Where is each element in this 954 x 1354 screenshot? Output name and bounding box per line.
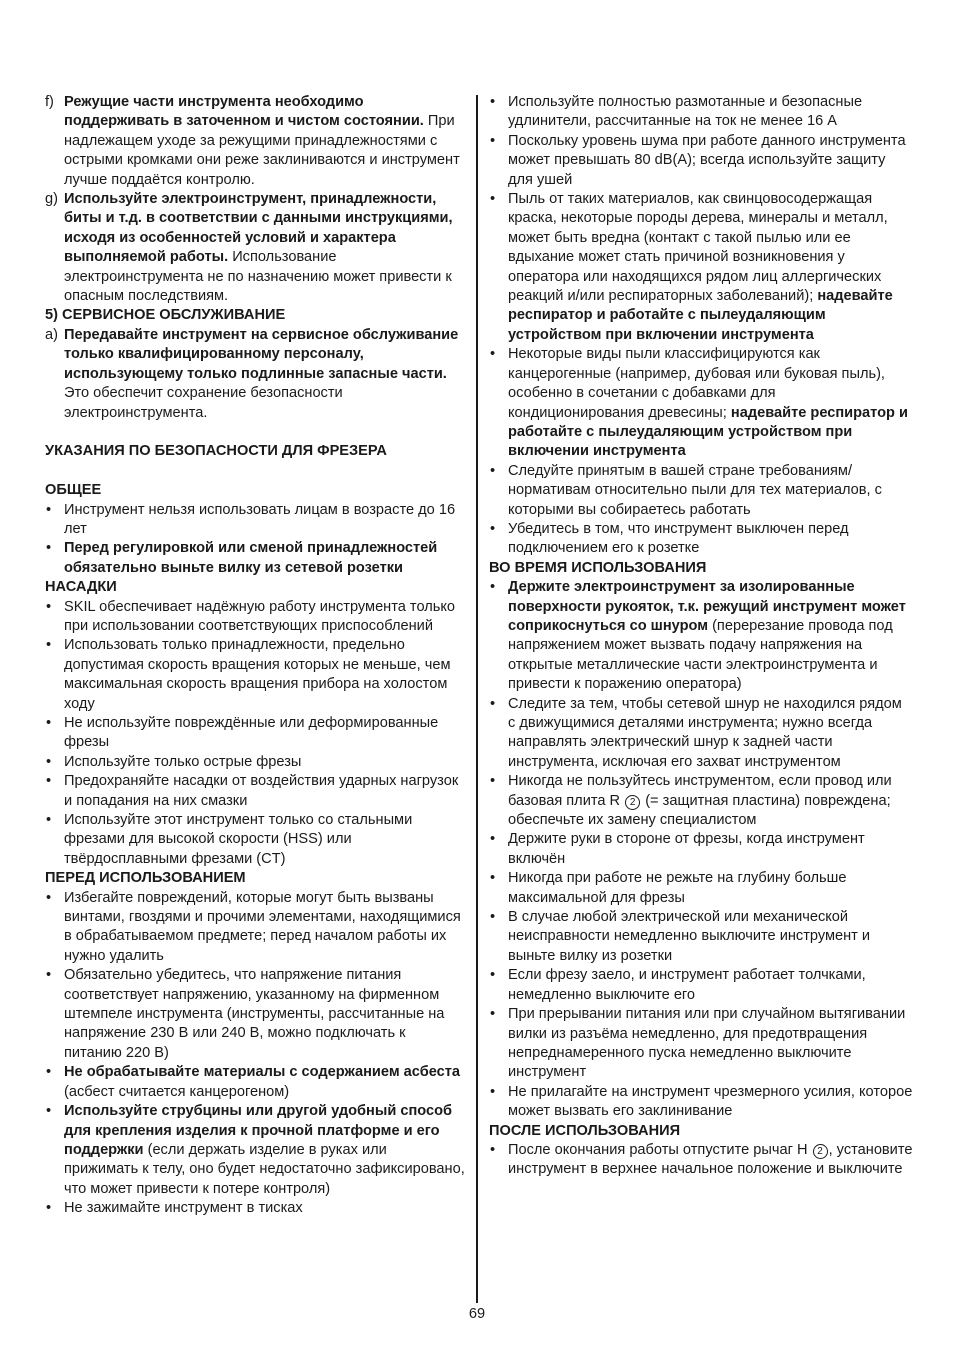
- rule-text: Это обеспечит сохранение безопасности электроинструмента.: [64, 385, 343, 421]
- list-item: • Обязательно убедитесь, что напряжение питания соответствует напряжению, указанному на фирменном штемпеле инструмента (инструменты, рассчитанные на напряжение 230 В или 240 В, можно подключать к питанию 220 В): [46, 967, 445, 1061]
- list-item: • В случае любой электрической или механической неисправности немедленно выключите инструмент и выньте вилку из розетки: [490, 909, 871, 964]
- list-item: • Предохраняйте насадки от воздействия ударных нагрузок и попадания на них смазки: [46, 773, 459, 809]
- router-safety-heading: УКАЗАНИЯ ПО БЕЗОПАСНОСТИ ДЛЯ ФРЕЗЕРА: [45, 443, 387, 460]
- list-item: • Пыль от таких материалов, как свинцовосодержащая краска, некоторые породы дерева, минералы и металл, может быть вредна (контакт с такой пылью или ее вдыхание может стать причиной возникновения у оператора или находящихся рядом лиц аллергических реакций и/или респираторных заболеваний); надевайте респиратор и работайте с пылеудаляющим устройством при включении инструмента: [490, 191, 893, 343]
- list-item: • Не обрабатывайте материалы с содержанием асбеста (асбест считается канцерогеном): [46, 1064, 461, 1100]
- rule-marker: a): [45, 326, 58, 343]
- right-column: [489, 93, 913, 1180]
- list-item: • Не используйте повреждённые или деформированные фрезы: [46, 714, 439, 751]
- list-item: • Никогда не пользуйтесь инструментом, если провод или базовая плита R 2 (= защитная пластина) повреждена; обеспечьте их замену специалистом: [490, 773, 892, 829]
- during-use-heading: ВО ВРЕМЯ ИСПОЛЬЗОВАНИЯ: [489, 559, 707, 576]
- list-item: • Некоторые виды пыли классифицируются как канцерогенные (например, дубовая или буковая пыль), особенно в сочетании с добавками для кондиционирования древесины; надевайте респиратор и работайте с пылеудаляющим устройством при включении инструмента: [490, 346, 908, 460]
- list-item: • Используйте струбцины или другой удобный способ для крепления изделия к прочной платформе и его поддержки (если держать изделие в руках или прижимать к телу, оно будет недостаточно зафиксировано, что может привести к потере контроля): [46, 1103, 465, 1197]
- list-item: • При прерывании питания или при случайном вытягивании вилки из разъёма немедленно, для предотвращения непреднамеренного пуска немедленно выключите инструмент: [490, 1006, 906, 1081]
- list-item: • Используйте этот инструмент только со стальными фрезами для высокой скорости (HSS) или твёрдосплавными фрезами (CT): [46, 812, 413, 867]
- figure-ref-circle: 2: [625, 795, 640, 810]
- list-item: • Никогда при работе не режьте на глубину больше максимальной для фрезы: [490, 870, 847, 906]
- rule-bold: Используйте электроинструмент, принадлежности, биты и т.д. в соответствии с данными инструкциями, исходя из особенностей условий и характера выполняемой работы.: [64, 191, 453, 266]
- rule-bold: Передавайте инструмент на сервисное обслуживание только квалифицированному персоналу, использующему только подлинные запасные части.: [64, 326, 459, 382]
- list-item: • Поскольку уровень шума при работе данного инструмента может превышать 80 dB(A); всегда используйте защиту для ушей: [490, 132, 906, 188]
- after-use-heading: ПОСЛЕ ИСПОЛЬЗОВАНИЯ: [489, 1122, 681, 1139]
- page-number: 69: [468, 1306, 486, 1322]
- rule-marker: f): [45, 94, 54, 110]
- list-item: • Используйте только острые фрезы: [46, 753, 302, 770]
- rule-text: При надлежащем уходе за режущими принадлежностями с острыми кромками они реже заклиниваются и инструмент лучше поддаётся контролю.: [64, 113, 460, 188]
- list-item: • Использовать только принадлежности, предельно допустимая скорость вращения которых не меньше, чем максимальная скорость вращения прибора на холостом ходу: [46, 637, 451, 712]
- list-item: • Не прилагайте на инструмент чрезмерного усилия, которое может вызвать его заклинивание: [490, 1083, 913, 1120]
- before-use-heading: ПЕРЕД ИСПОЛЬЗОВАНИЕМ: [45, 870, 246, 887]
- rule-bold: Режущие части инструмента необходимо поддерживать в заточенном и чистом состоянии.: [64, 94, 424, 130]
- list-item: • Избегайте повреждений, которые могут быть вызваны винтами, гвоздями и прочими элементами, находящимися в обрабатываемом предмете; перед началом работы их нужно удалить: [46, 889, 461, 964]
- list-item: • Если фрезу заело, и инструмент работает толчками, немедленно выключите его: [490, 967, 866, 1003]
- list-item: • После окончания работы отпустите рычаг H 2 , установите инструмент в верхнее начальное положение и выключите: [490, 1141, 913, 1178]
- general-heading: ОБЩЕЕ: [45, 482, 102, 499]
- list-item: • Убедитесь в том, что инструмент выключен перед подключением его к розетке: [490, 520, 849, 557]
- rule-a: [45, 326, 465, 423]
- list-item: • SKIL обеспечивает надёжную работу инструмента только при использовании соответствующих приспособлений: [46, 598, 456, 634]
- list-item: • Держите руки в стороне от фрезы, когда инструмент включён: [490, 831, 865, 867]
- list-item: • Не зажимайте инструмент в тисках: [46, 1200, 303, 1217]
- rule-f: [45, 93, 465, 190]
- list-item: • Перед регулировкой или сменой принадлежностей обязательно выньте вилку из сетевой розетки: [46, 540, 438, 576]
- rule-g: [45, 190, 465, 306]
- list-item: • Держите электроинструмент за изолированные поверхности рукояток, т.к. режущий инструмент может соприкоснуться со шнуром (перерезание провода под напряжением может вызвать подачу напряжения на открытые металлические части электроинструмента и привести к поражению оператора): [490, 579, 906, 693]
- left-column: [45, 93, 465, 1219]
- nozzles-heading: НАСАДКИ: [45, 579, 117, 596]
- list-item: • Следуйте принятым в вашей стране требованиям/ нормативам относительно пыли для тех материалов, с которыми вы собираетесь работать: [490, 462, 882, 518]
- list-item: • Используйте полностью размотанные и безопасные удлинители, рассчитанные на ток не менее 16 A: [490, 94, 863, 130]
- rule-marker: g): [45, 191, 58, 208]
- list-item: • Следите за тем, чтобы сетевой шнур не находился рядом с движущимися деталями инструмента; нужно всегда направлять электрический шнур к задней части инструмента, исключая его захват инструментом: [490, 695, 902, 770]
- column-divider: [476, 95, 478, 1303]
- figure-ref-circle: 2: [813, 1144, 828, 1159]
- service-heading: 5) СЕРВИСНОЕ ОБСЛУЖИВАНИЕ: [45, 307, 286, 324]
- rule-text: Использование электроинструмента не по назначению может привести к опасным последствиям.: [64, 249, 452, 305]
- list-item: • Инструмент нельзя использовать лицам в возрасте до 16 лет: [46, 501, 456, 537]
